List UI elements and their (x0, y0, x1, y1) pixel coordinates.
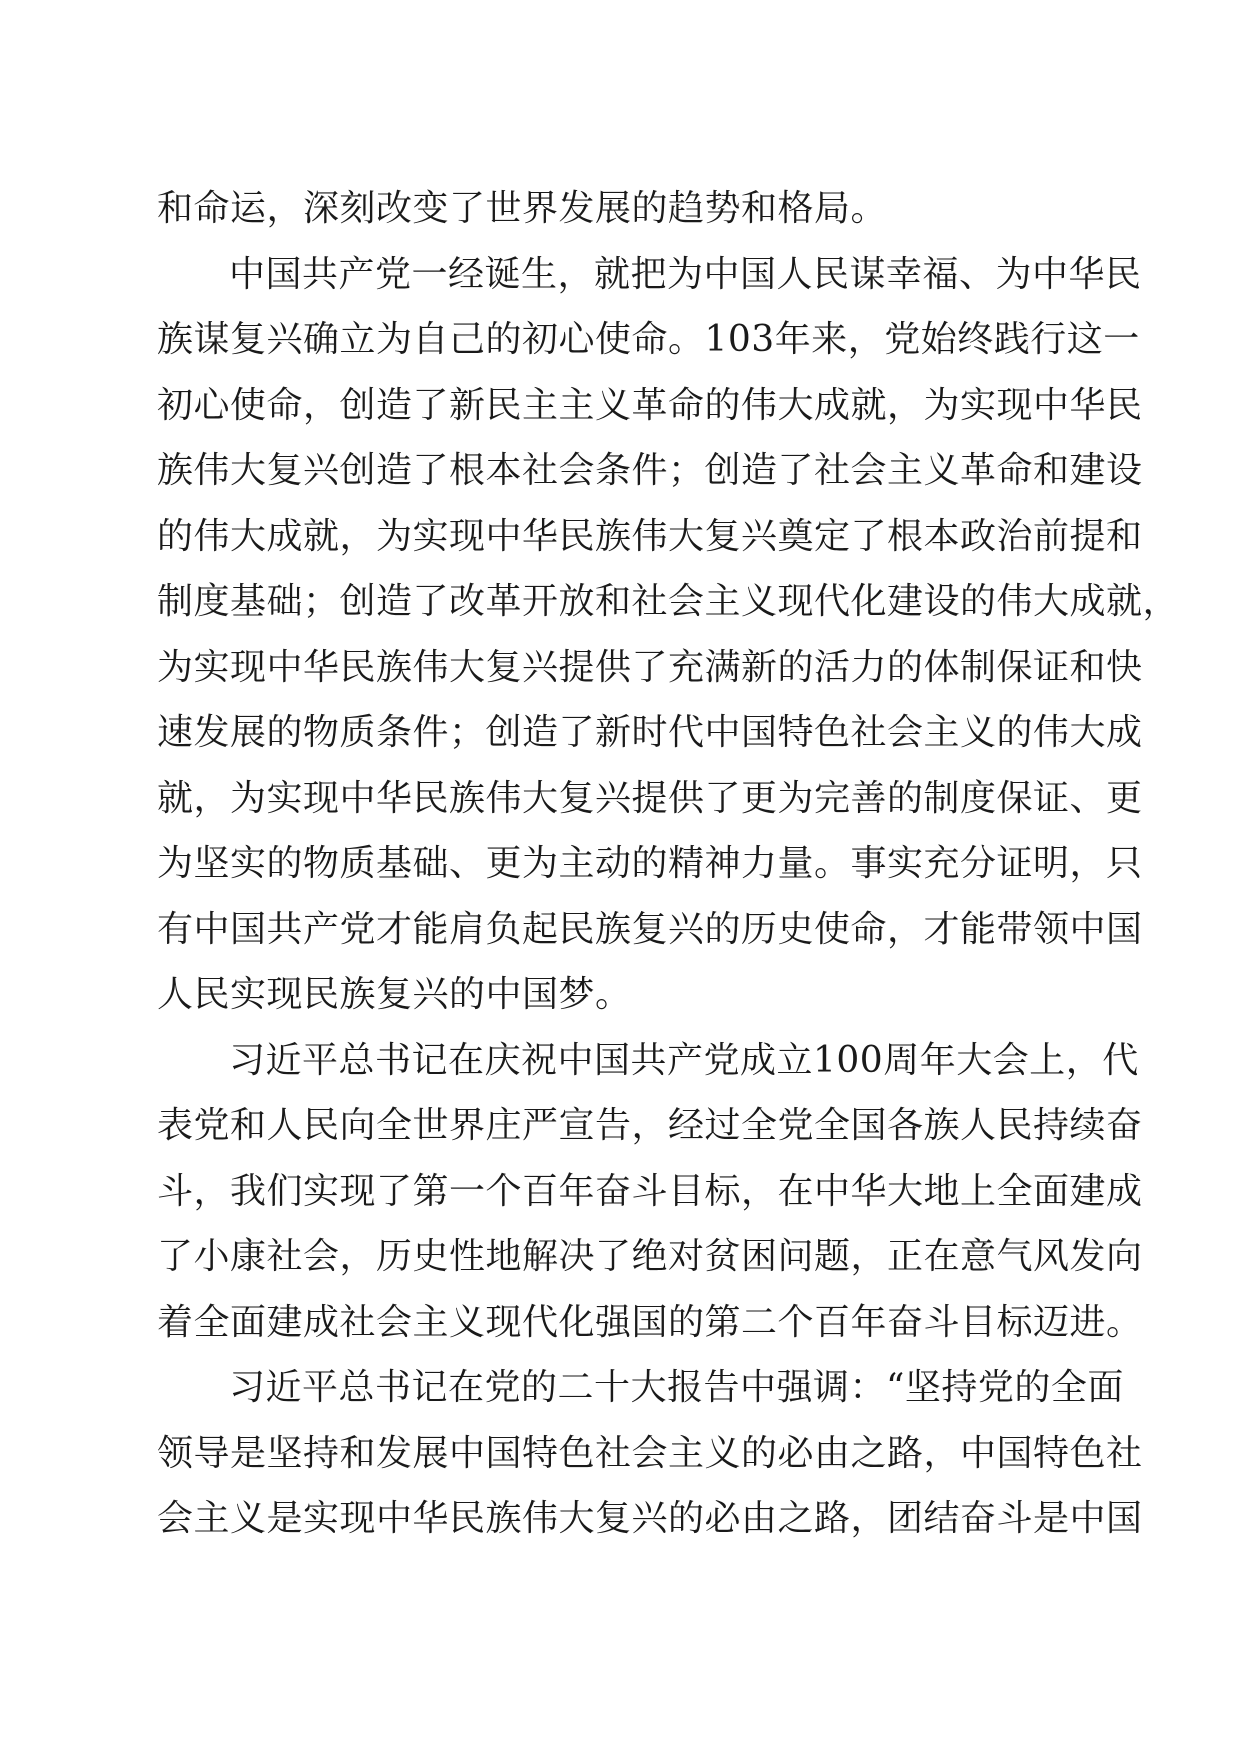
text-line: 会主义是实现中华民族伟大复兴的必由之路，团结奋斗是中国 (157, 1498, 1143, 1539)
text-line: 初心使命，创造了新民主主义革命的伟大成就，为实现中华民 (157, 384, 1143, 426)
text-line: 了小康社会，历史性地解决了绝对贫困问题，正在意气风发向 (157, 1236, 1143, 1277)
text-line: 和命运，深刻改变了世界发展的趋势和格局。 (157, 188, 888, 229)
paragraph-first-line: 习近平总书记在庆祝中国共产党成立100周年大会上，代 (229, 1039, 1139, 1081)
text-line: 人民实现民族复兴的中国梦。 (157, 974, 632, 1015)
text-line: 有中国共产党才能肩负起民族复兴的历史使命，才能带领中国 (157, 908, 1143, 950)
text-line: 族谋复兴确立为自己的初心使命。103年来，党始终践行这一 (157, 319, 1140, 360)
text-line: 斗，我们实现了第一个百年奋斗目标，在中华大地上全面建成 (157, 1170, 1143, 1212)
text-line: 表党和人民向全世界庄严宣告，经过全党全国各族人民持续奋 (157, 1105, 1143, 1146)
text-line: 就，为实现中华民族伟大复兴提供了更为完善的制度保证、更 (157, 777, 1143, 819)
text-line: 族伟大复兴创造了根本社会条件；创造了社会主义革命和建设 (157, 450, 1143, 491)
text-line: 领导是坚持和发展中国特色社会主义的必由之路，中国特色社 (157, 1432, 1143, 1474)
text-line: 着全面建成社会主义现代化强国的第二个百年奋斗目标迈进。 (157, 1301, 1143, 1343)
text-line: 为实现中华民族伟大复兴提供了充满新的活力的体制保证和快 (157, 646, 1143, 688)
paragraph-first-line: 习近平总书记在党的二十大报告中强调：“坚持党的全面 (229, 1367, 1124, 1408)
text-line: 为坚实的物质基础、更为主动的精神力量。事实充分证明，只 (157, 843, 1143, 884)
text-line: 速发展的物质条件；创造了新时代中国特色社会主义的伟大成 (157, 712, 1143, 753)
paragraph-first-line: 中国共产党一经诞生，就把为中国人民谋幸福、为中华民 (229, 253, 1142, 295)
text-line: 的伟大成就，为实现中华民族伟大复兴奠定了根本政治前提和 (157, 515, 1143, 557)
body-text (157, 176, 1180, 1552)
text-line: 制度基础；创造了改革开放和社会主义现代化建设的伟大成就， (157, 581, 1180, 622)
